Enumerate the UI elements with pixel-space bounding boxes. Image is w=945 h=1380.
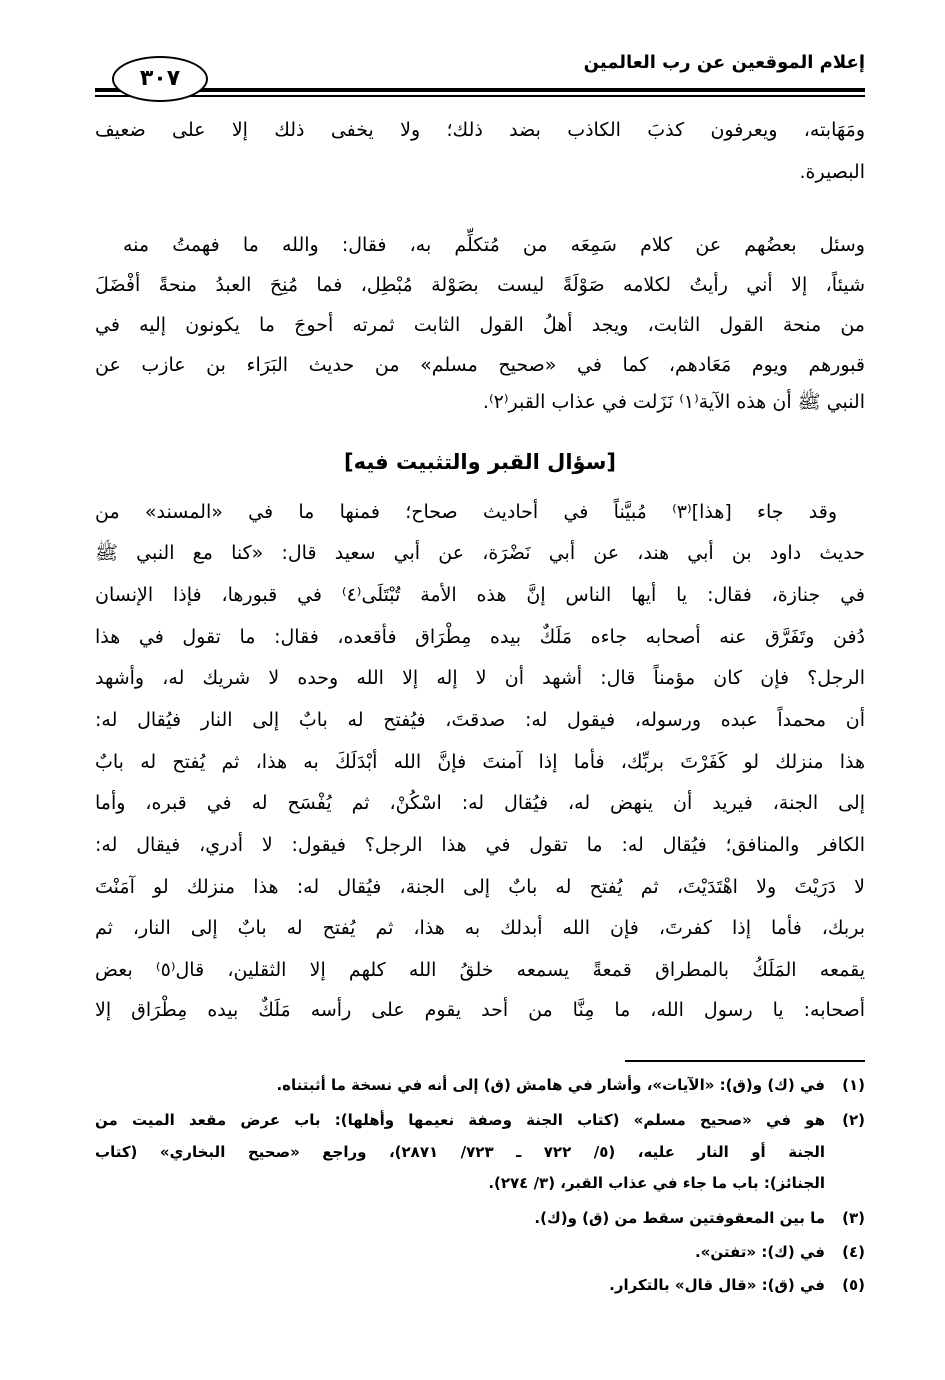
body-line: ومَهَابته، ويعرفون كذبَ الكاذب بضد ذلك؛ ولا يخفى ذلك إلا على ضعيف	[95, 119, 865, 141]
body-line: يقمعه المَلَكُ بالمطراق قمعةً يسمعه خلقُ الله كلهم إلا الثقلين، قال⁽٥⁾ بعض	[95, 959, 865, 981]
body-line: لا دَرَيْتَ ولا اهْتَدَيْتَ، ثم يُفتح له بابٌ إلى الجنة، فيُقال له: هذا منزلك لو آمَنْتَ	[95, 876, 865, 898]
footnote-2-line-2	[95, 1137, 865, 1167]
footnote-2-line-3	[95, 1168, 865, 1198]
body-line: البصيرة.	[799, 161, 865, 183]
body-line: الكافر والمنافق؛ فيُقال له: ما تقول في هذا الرجل؟ فيقول: لا أدري، فيقال له:	[95, 834, 865, 856]
footnote-2	[95, 1105, 865, 1135]
body-line: دُفن وتَفَرَّق عنه أصحابه جاءه مَلَكٌ بيده مِطْرَاق فأقعده، فقال: ما تقول في هذا	[95, 626, 865, 648]
body-line: وقد جاء [هذا]⁽٣⁾ مُبيَّناً في أحاديث صحاح؛ فمنها ما في «المسند» من	[95, 501, 837, 523]
footnote-separator	[625, 1060, 865, 1062]
body-line: بربك، فأما إذا كفرتَ، فإن الله أبدلك به هذا، ثم يُفتح له بابٌ إلى النار، ثم	[95, 917, 865, 939]
footnote-1	[95, 1070, 865, 1100]
footnote-text: الجنة أو النار عليه، (٥/ ٧٢٢ ـ ٧٢٣/ ٢٨٧١)، وراجع «صحيح البخاري» (كتاب	[95, 1143, 826, 1161]
footnote-number: (١)	[842, 1076, 865, 1094]
footnote-4	[95, 1237, 865, 1267]
footnote-number: (٣)	[842, 1209, 865, 1227]
footnote-text: هو في «صحيح مسلم» (كتاب الجنة وصفة نعيمها وأهلها): باب عرض مقعد الميت من	[95, 1111, 825, 1129]
body-line: النبي ﷺ أن هذه الآية⁽١⁾ نَزَلت في عذاب القبر⁽٢⁾.	[482, 391, 865, 413]
footnote-text: في (ق): «قال قال» بالتكرار.	[609, 1276, 825, 1294]
footnote-text: الجنائز): باب ما جاء في عذاب القبر، (٣/ ٢٧٤).	[488, 1174, 825, 1192]
body-line: حديث داود بن أبي هند، عن أبي نَضْرَة، عن أبي سعيد قال: «كنا مع النبي ﷺ	[95, 542, 865, 564]
footnote-number: (٤)	[842, 1243, 865, 1261]
body-line: الرجل؟ فإن كان مؤمناً قال: أشهد أن لا إله إلا الله وحده لا شريك له، وأشهد	[95, 667, 865, 689]
body-line: في جنازة، فقال: يا أيها الناس إنَّ هذه الأمة تُبْتَلَى⁽٤⁾ في قبورها، فإذا الإنسان	[95, 584, 865, 606]
body-line: شيئاً، إلا أني رأيتُ لكلامه صَوْلَةً ليست بصَوْلة مُبْطِل، فما مُنِحَ العبدُ منحةً أفْضَلَ	[95, 274, 865, 296]
page-number: ٣٠٧	[112, 56, 208, 102]
body-line: هذا منزلك لو كَفَرْتَ بربِّك، فأما إذا آمنتَ فإنَّ الله أبْدَلَكَ به هذا، ثم يُفتح له بابٌ	[95, 751, 865, 773]
body-line: أصحابه: يا رسول الله، ما مِنَّا من أحد يقوم على رأسه مَلَكٌ بيده مِطْرَاق إلا	[95, 999, 865, 1021]
footnote-3	[95, 1203, 865, 1233]
body-line: وسئل بعضُهم عن كلام سَمِعَه من مُتكلِّم به، فقال: والله ما فهمتُ منه	[123, 234, 865, 256]
header-rule-thin	[95, 95, 865, 97]
body-line: قبورهم ويوم مَعَادهم، كما في «صحيح مسلم» من حديث البَرَاء بن عازب عن	[95, 354, 865, 376]
footnote-text: في (ك) و(ق): «الآيات»، وأشار في هامش (ق) إلى أنه في نسخة ما أثبتناه.	[276, 1076, 825, 1094]
body-line: أن محمداً عبده ورسوله، فيقول له: صدقتَ، فيُفتح له بابٌ إلى النار فيُقال له:	[95, 709, 865, 731]
footnote-number: (٢)	[842, 1111, 865, 1129]
footnote-5	[95, 1270, 865, 1300]
running-header-title: إعلام الموقعين عن رب العالمين	[583, 52, 865, 73]
footnote-text: ما بين المعقوفتين سقط من (ق) و(ك).	[534, 1209, 825, 1227]
footnote-number: (٥)	[842, 1276, 865, 1294]
body-line: من منحة القول الثابت، ويجد أهلُ القول الثابت ثمرته أحوجَ ما يكونون إليه في	[95, 314, 865, 336]
section-heading: [سؤال القبر والتثبيت فيه]	[344, 450, 616, 474]
body-line: إلى الجنة، فيريد أن ينهض له، فيُقال له: اسْكُنْ، ثم يُفْسَح له في قبره، وأما	[95, 792, 865, 814]
footnote-text: في (ك): «تفتن».	[694, 1243, 825, 1261]
header-rule	[95, 88, 865, 92]
